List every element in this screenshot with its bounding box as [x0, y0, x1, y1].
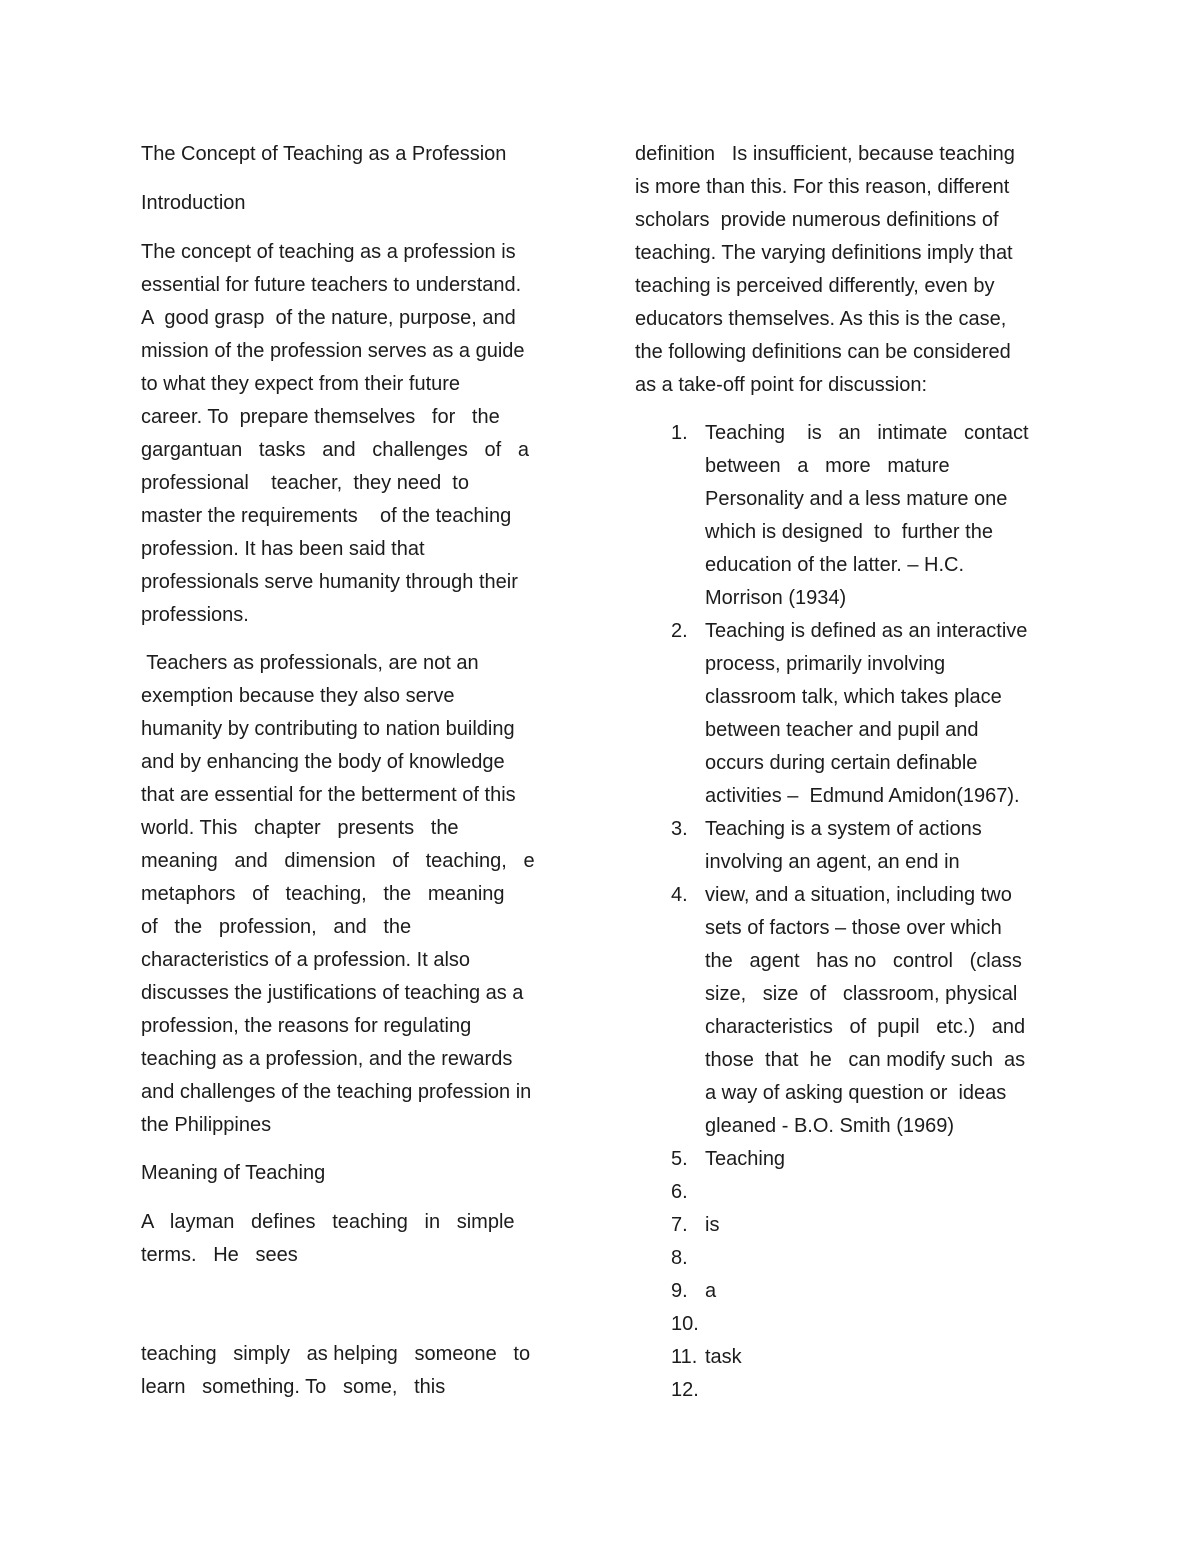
text-line: scholars provide numerous definitions of — [635, 209, 999, 231]
text-line: size, size of classroom, physical — [705, 983, 1018, 1005]
text-line: teaching as a profession, and the rewards — [141, 1048, 513, 1070]
text-line: those that he can modify such as — [705, 1049, 1026, 1071]
text-line: learn something. To some, this — [141, 1376, 446, 1398]
text-line: A layman defines teaching in simple — [141, 1211, 515, 1233]
introduction-heading: Introduction — [141, 192, 246, 214]
list-item — [635, 879, 1055, 1143]
text-line: essential for future teachers to understand. — [141, 274, 522, 296]
right-column — [635, 138, 1055, 1407]
text-line: characteristics of pupil etc.) and — [705, 1016, 1026, 1038]
text-line: education of the latter. – H.C. — [705, 554, 965, 576]
definitions-list — [635, 417, 1055, 1407]
text-line: Teaching is a system of actions — [705, 818, 982, 840]
text-line: which is designed to further the — [705, 521, 993, 543]
text-line: profession. It has been said that — [141, 538, 425, 560]
text-line: teaching is perceived differently, even by — [635, 275, 995, 297]
list-item — [635, 813, 1055, 879]
text-line: professionals serve humanity through their — [141, 571, 518, 593]
intro-paragraph-1 — [141, 236, 561, 632]
text-line: between a more mature — [705, 455, 950, 477]
text-line: meaning and dimension of teaching, e — [141, 850, 535, 872]
list-item — [635, 1176, 1055, 1209]
list-number: 9. — [671, 1280, 688, 1302]
text-line: discusses the justifications of teaching as a — [141, 982, 524, 1004]
list-item — [635, 1308, 1055, 1341]
layman-paragraph-continued — [141, 1338, 561, 1404]
text-line: teaching. The varying definitions imply that — [635, 242, 1013, 264]
text-line: and challenges of the teaching profession in — [141, 1081, 532, 1103]
text-line: definition Is insufficient, because teaching — [635, 143, 1015, 165]
text-line: process, primarily involving — [705, 653, 946, 675]
text-line: to what they expect from their future — [141, 373, 461, 395]
text-line: professions. — [141, 604, 249, 626]
text-line: that are essential for the betterment of this — [141, 784, 516, 806]
text-line: The concept of teaching as a profession is — [141, 241, 516, 263]
list-number: 6. — [671, 1181, 688, 1203]
text-line: gargantuan tasks and challenges of a — [141, 439, 530, 461]
text-line — [705, 1308, 1055, 1341]
list-item — [635, 1341, 1055, 1374]
text-line: of the profession, and the — [141, 916, 412, 938]
text-line — [705, 1374, 1055, 1407]
text-line: humanity by contributing to nation building — [141, 718, 515, 740]
text-line: occurs during certain definable — [705, 752, 978, 774]
text-line: task — [705, 1346, 742, 1368]
text-line: view, and a situation, including two — [705, 884, 1012, 906]
list-number: 4. — [671, 884, 688, 906]
text-line: is more than this. For this reason, different — [635, 176, 1010, 198]
text-line: master the requirements of the teaching — [141, 505, 512, 527]
text-line: is — [705, 1214, 720, 1236]
intro-paragraph-2 — [141, 647, 561, 1142]
list-number: 8. — [671, 1247, 688, 1269]
text-line: exemption because they also serve — [141, 685, 455, 707]
list-number: 2. — [671, 620, 688, 642]
text-line: as a take-off point for discussion: — [635, 374, 928, 396]
text-line: Teachers as professionals, are not an — [141, 652, 479, 674]
text-line: terms. He sees — [141, 1244, 298, 1266]
meaning-of-teaching-heading: Meaning of Teaching — [141, 1162, 326, 1184]
text-line: profession, the reasons for regulating — [141, 1015, 472, 1037]
text-line: a — [705, 1280, 717, 1302]
text-line: sets of factors – those over which — [705, 917, 1002, 939]
list-item — [635, 1209, 1055, 1242]
text-line: gleaned - B.O. Smith (1969) — [705, 1115, 955, 1137]
list-number: 11. — [671, 1346, 698, 1368]
list-item — [635, 1275, 1055, 1308]
text-line: A good grasp of the nature, purpose, and — [141, 307, 516, 329]
layman-paragraph — [141, 1206, 561, 1272]
list-item — [635, 1143, 1055, 1176]
text-line: between teacher and pupil and — [705, 719, 979, 741]
list-item — [635, 1374, 1055, 1407]
list-number: 5. — [671, 1148, 688, 1170]
list-number: 3. — [671, 818, 688, 840]
text-line: characteristics of a profession. It also — [141, 949, 471, 971]
text-line: the Philippines — [141, 1114, 272, 1136]
definition-paragraph — [635, 138, 1055, 402]
text-line: Teaching — [705, 1148, 786, 1170]
text-line: professional teacher, they need to — [141, 472, 469, 494]
list-number: 10. — [671, 1313, 699, 1335]
text-line: classroom talk, which takes place — [705, 686, 1002, 708]
left-column — [141, 138, 561, 1404]
text-line: world. This chapter presents the — [141, 817, 459, 839]
text-line: Morrison (1934) — [705, 587, 847, 609]
text-line: career. To prepare themselves for the — [141, 406, 500, 428]
list-item — [635, 1242, 1055, 1275]
text-line: a way of asking question or ideas — [705, 1082, 1007, 1104]
text-line: and by enhancing the body of knowledge — [141, 751, 505, 773]
document-title: The Concept of Teaching as a Profession — [141, 143, 507, 165]
text-line — [705, 1176, 1055, 1209]
text-line: educators themselves. As this is the case, — [635, 308, 1007, 330]
text-line: activities – Edmund Amidon(1967). — [705, 785, 1020, 807]
text-line — [705, 1242, 1055, 1275]
text-line: Personality and a less mature one — [705, 488, 1008, 510]
list-number: 12. — [671, 1379, 699, 1401]
text-line: teaching simply as helping someone to — [141, 1343, 531, 1365]
text-line: the following definitions can be considered — [635, 341, 1011, 363]
text-line: involving an agent, an end in — [705, 851, 960, 873]
text-line: mission of the profession serves as a guide — [141, 340, 525, 362]
text-line: Teaching is defined as an interactive — [705, 620, 1028, 642]
text-line: Teaching is an intimate contact — [705, 422, 1029, 444]
text-line: metaphors of teaching, the meaning — [141, 883, 505, 905]
list-item — [635, 417, 1055, 615]
list-number: 1. — [671, 422, 688, 444]
blank-gap — [141, 1272, 561, 1338]
text-line: the agent has no control (class — [705, 950, 1022, 972]
list-item — [635, 615, 1055, 813]
list-number: 7. — [671, 1214, 688, 1236]
